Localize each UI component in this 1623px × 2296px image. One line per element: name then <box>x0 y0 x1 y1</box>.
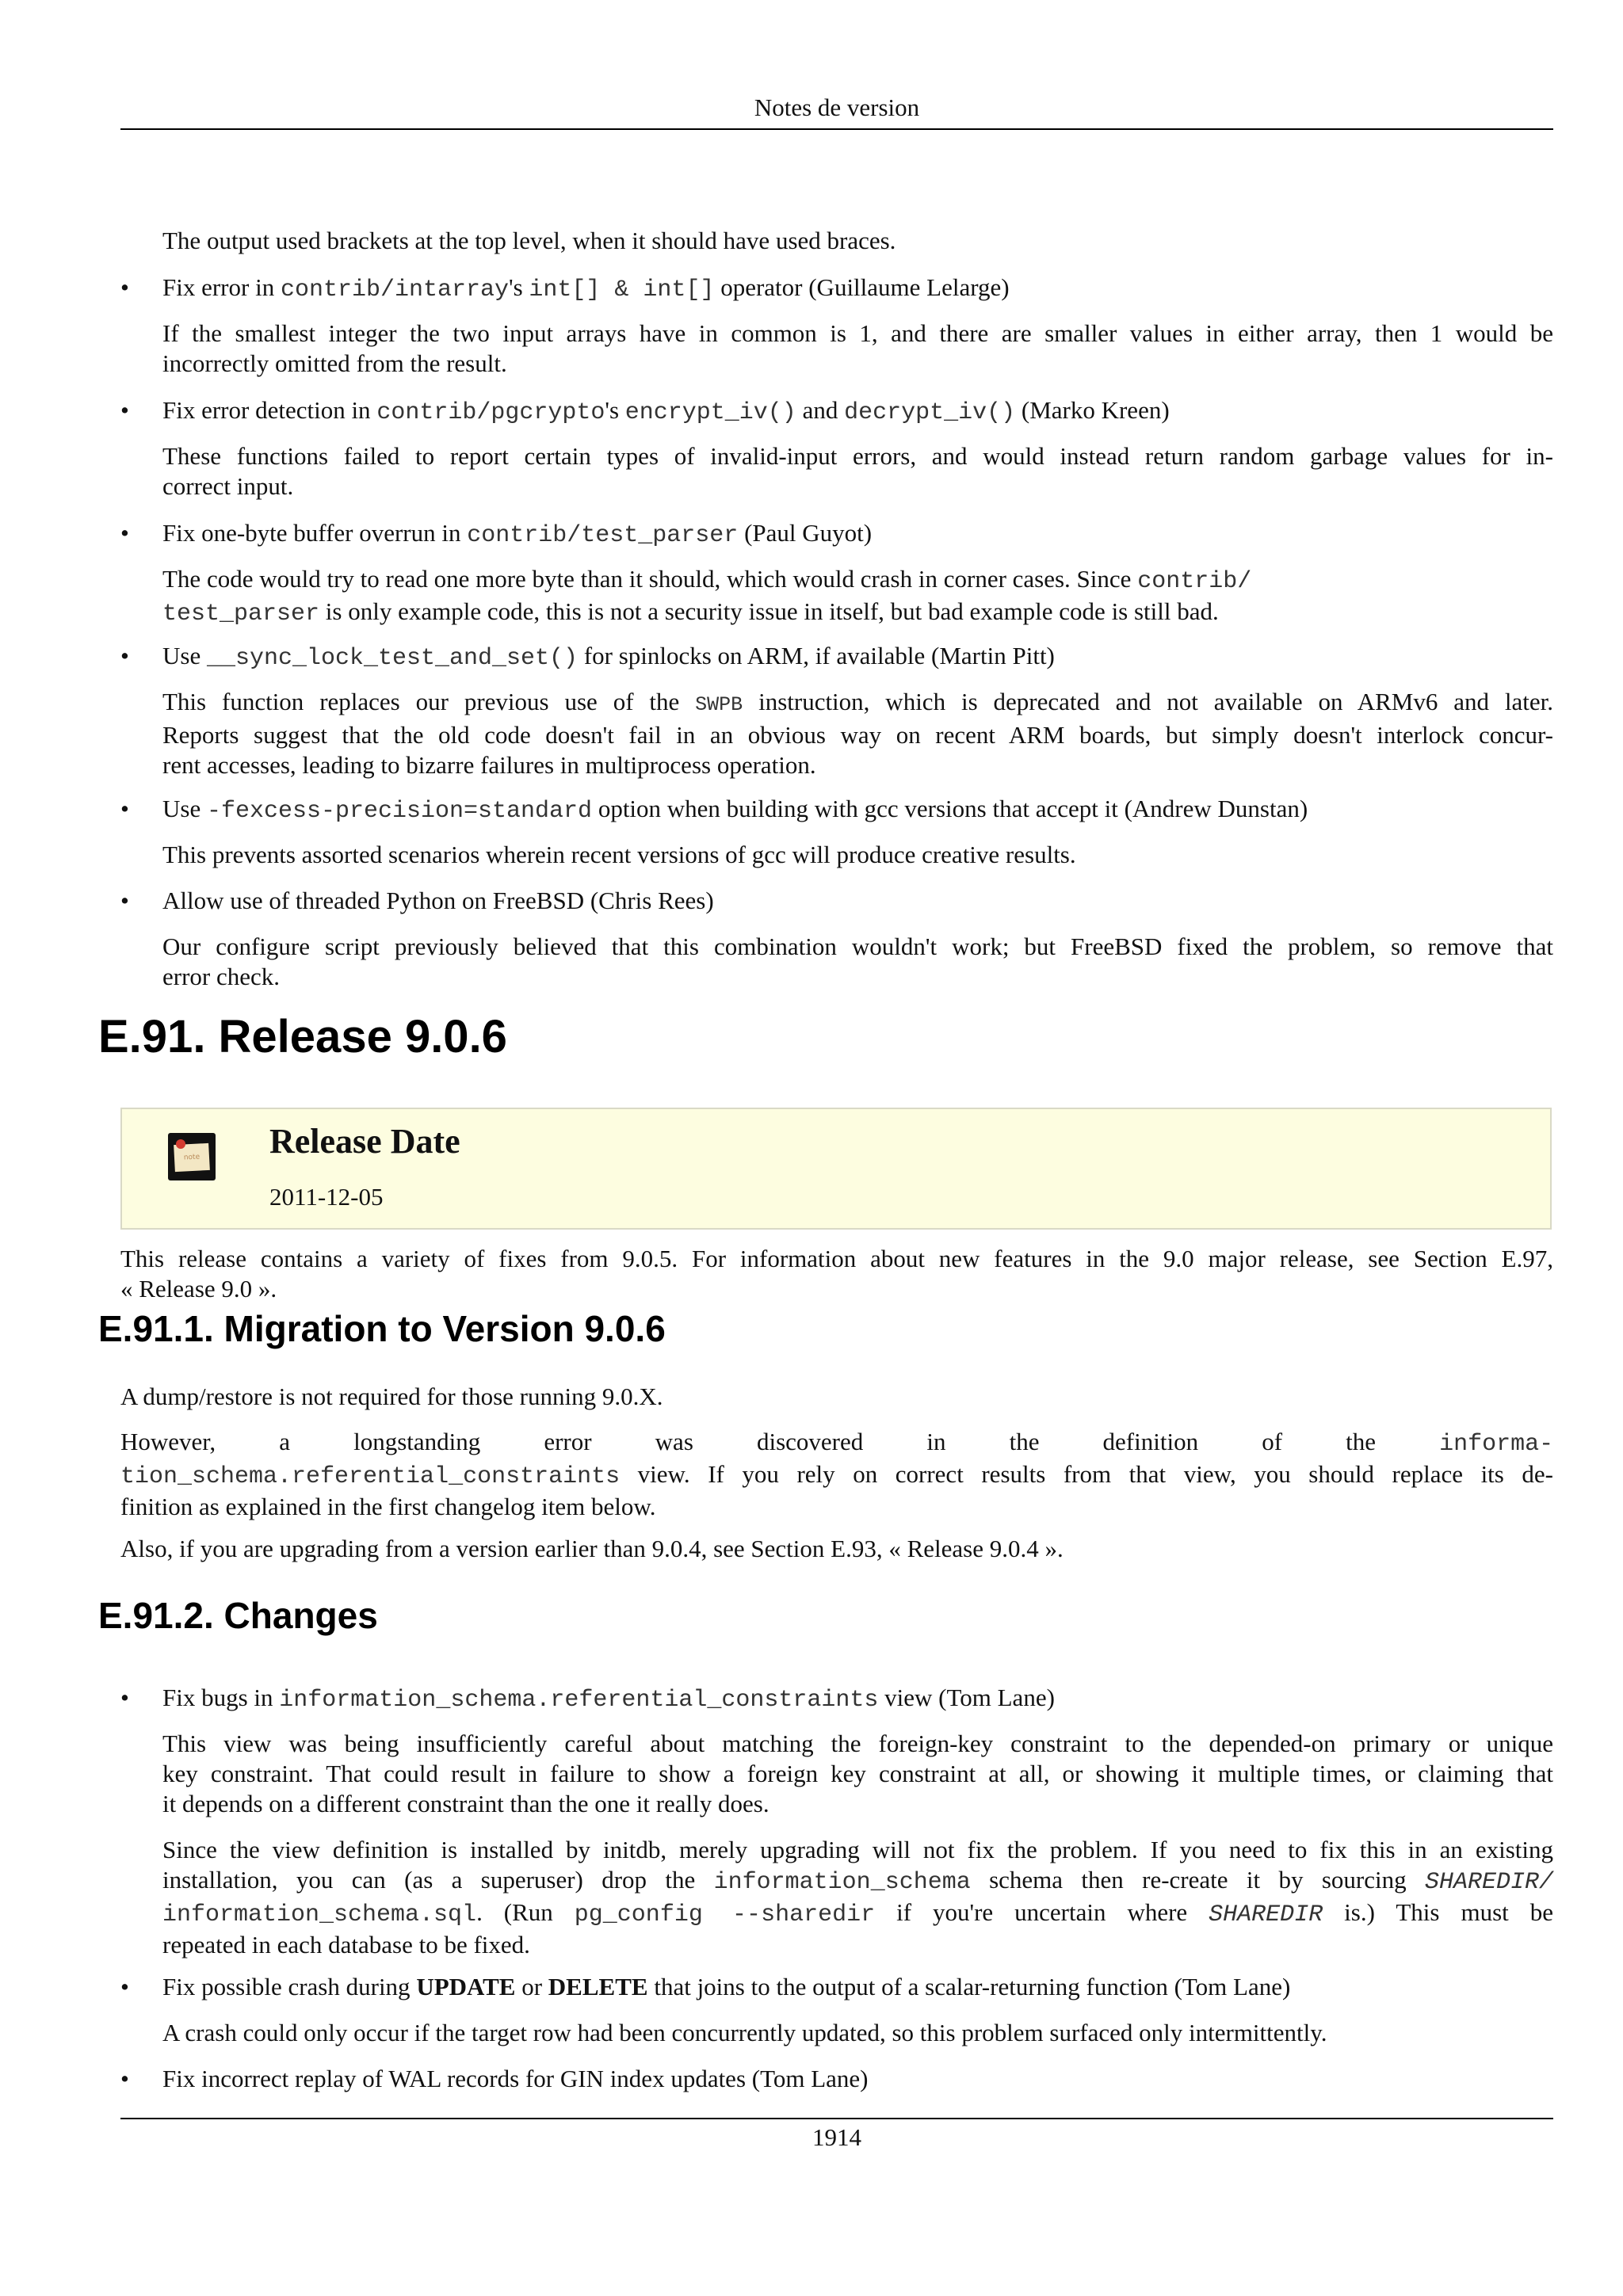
code-swpb: SWPB <box>695 693 743 716</box>
section-heading-release: E.91. Release 9.0.6 <box>98 1011 507 1062</box>
code-sync-lock: __sync_lock_test_and_set() <box>206 645 579 672</box>
code-int-and-operator: int[] & int[] <box>529 277 715 303</box>
paragraph-release-intro: This release contains a variety of fixes from 9.0.5. For information about new features in the 9.0 major release, see Section E.97, « Release 9.0 ». <box>120 1245 1553 1302</box>
paragraph-initdb: Since the view definition is installed by initdb, merely upgrading will not fix the problem. If you need to fix this in an existing installation, you can (as a superuser) drop the information_schema schema then re-create it by sourcing SHAREDIR/ information_schema.sql. (Run pg_config --sharedir if you're uncertain where SHAREDIR is.) This must be repeated in each database to be fixed. <box>162 1836 1553 1958</box>
paragraph-pgcrypto: These functions failed to report certain types of invalid-input errors, and would instead return random garbage values for in- correct input. <box>162 442 1553 500</box>
code-fexcess: -fexcess-precision=standard <box>206 798 593 825</box>
header-rule <box>120 128 1553 130</box>
paragraph-intarray: If the smallest integer the two input arrays have in common is 1, and there are smaller values in either array, then 1 would be incorrectly omitted from the result. <box>162 319 1553 377</box>
code-intarray: contrib/intarray <box>280 277 509 303</box>
paragraph-dump-restore: A dump/restore is not required for those running 9.0.X. <box>120 1383 663 1410</box>
paragraph-upgrade-note: Also, if you are upgrading from a version earlier than 9.0.4, see Section E.93, « Release 9.0.4 ». <box>120 1535 1064 1562</box>
paragraph-crash: A crash could only occur if the target row had been concurrently updated, so this problem surfaced only intermittently. <box>162 2019 1327 2046</box>
bullet-marker: • <box>120 273 129 301</box>
release-date-note <box>120 1108 1552 1230</box>
paragraph-braces: The output used brackets at the top level, when it should have used braces. <box>162 227 896 254</box>
note-icon: note <box>168 1133 216 1180</box>
code-encrypt-iv: encrypt_iv() <box>624 399 796 426</box>
code-decrypt-iv: decrypt_iv() <box>844 399 1016 426</box>
page-number: 1914 <box>812 2123 861 2151</box>
note-date: 2011-12-05 <box>269 1183 384 1211</box>
section-heading-changes: E.91.2. Changes <box>98 1595 378 1636</box>
section-heading-migration: E.91.1. Migration to Version 9.0.6 <box>98 1308 666 1349</box>
code-info-schema-view: information_schema.referential_constraints <box>279 1687 879 1714</box>
paragraph-test-parser: The code would try to read one more byte than it should, which would crash in corner cases. Since contrib/ test_parser is only example code, this is not a security issue in itself, but bad example code is still bad. <box>162 565 1252 627</box>
paragraph-fexcess: This prevents assorted scenarios wherein recent versions of gcc will produce creative results. <box>162 841 1076 868</box>
keyword-update: UPDATE <box>416 1973 516 2000</box>
note-title: Release Date <box>269 1122 460 1161</box>
paragraph-info-schema: This view was being insufficiently careful about matching the foreign-key constraint to the depended-on primary or unique key constraint. That could result in failure to show a foreign key constraint at all, or showing it multiple times, or claiming that it depends on a different constraint than the one it really does. <box>162 1730 1553 1817</box>
footer-rule <box>120 2118 1553 2119</box>
code-referential-constraints: tion_schema.referential_constraints <box>120 1463 621 1490</box>
running-header: Notes de version <box>754 93 920 121</box>
paragraph-longstanding-error: However, a longstanding error was discovered in the definition of the informa- tion_schema.referential_constraints view. If you rely on correct results from that view, you should replace its de- finition as explained in the first changelog item below. <box>120 1428 1554 1520</box>
keyword-delete: DELETE <box>548 1973 648 2000</box>
code-pgcrypto: contrib/pgcrypto <box>376 399 605 426</box>
paragraph-spinlocks: This function replaces our previous use of the SWPB instruction, which is deprecated and not available on ARMv6 and later. Reports suggest that the old code doesn't fail in an obvious way on recent ARM boards, but simply doesn't interlock concur- rent accesses, leading to bizarre failures in multiprocess operation. <box>162 688 1553 779</box>
document-page: Notes de version The output used brackets at the top level, when it should have used braces. • Fix error in contrib/intarray's int[] & int[] operator (Guillaume Lelarge) If the smallest integer the two input arrays have in common is 1, and there are smaller values in either array, then 1 would be incorrectly omitted from the result. • Fix error detection in contrib/pgcrypto's encrypt_iv() and decrypt_iv() (Marko Kreen) These functions failed to report certain types of invalid-input errors, and would instead return random garbage values for in- correct input. • Fix one-byte buffer overrun in contrib/test_parser (Paul Guyot) The code would try to read one more byte than it should, which would crash in corner cases. Since contrib/ test_parser is only example code, this is not a security issue in itself, but bad example code is still bad. • Use __sync_lock_test_and_set() for spinlocks on ARM, if available (Martin Pitt) This function replaces our previous use of the SWPB instruction, which is deprecated and not available on ARMv6 and later. Reports suggest that the old code doesn't fail in an obvious way on recent ARM boards, but simply doesn't interlock concur- rent accesses, leading to bizarre failures in multiprocess operation. • Use -fexcess-precision=standard option when building with gcc versions that accept it (Andrew Dunstan) This prevents assorted scenarios wherein recent versions of gcc will produce creative results. • Allow use of threaded Python on FreeBSD (Chris Rees) Our configure script previously believed that this combination wouldn't work; but FreeBSD fixed the problem, so remove that error check. E.91. Release 9.0.6 note Release Date 2011-12-05 This release contains a variety of fixes from 9.0.5. For information about new features in the 9.0 major release, see Section E.97, « Release 9.0 ». E.91.1. Migration to Version 9.0.6 A dump/restore is not required for those running 9.0.X. However, a longstanding error was discovered in the definition of the informa- tion_schema.referential_constraints view. If you rely on correct results from that view, you should replace its de- finition as explained in the first changelog item below. Also, if you are upgrading from a version earlier than 9.0.4, see Section E.93, « Release 9.0.4 ». E.91.2. Changes • Fix bugs in information_schema.referential_constraints view (Tom Lane) This view was being insufficiently careful about matching the foreign-key constraint to the depended-on primary or unique key constraint. That could result in failure to show a foreign key constraint at all, or showing it multiple times, or claiming that it depends on a different constraint than the one it really does. Since the view definition is installed by initdb, merely upgrading will not fix the problem. If you need to fix this in an existing installation, you can (as a superuser) drop the information_schema schema then re-create it by sourcing SHAREDIR/ information_schema.sql. (Run pg_config --sharedir if you're uncertain where SHAREDIR is.) This must be repeated in each database to be fixed. • Fix possible crash during UPDATE or DELETE that joins to the output of a scalar-returning function (Tom Lane) A crash could only occur if the target row had been concurrently updated, so this problem surfaced only intermittently. • Fix incorrect replay of WAL records for GIN index updates (Tom Lane) 1914 <box>98 93 1554 2151</box>
paragraph-python: Our configure script previously believed that this combination wouldn't work; but FreeBSD fixed the problem, so remove that error check. <box>162 933 1553 990</box>
code-test-parser: contrib/test_parser <box>467 522 739 549</box>
